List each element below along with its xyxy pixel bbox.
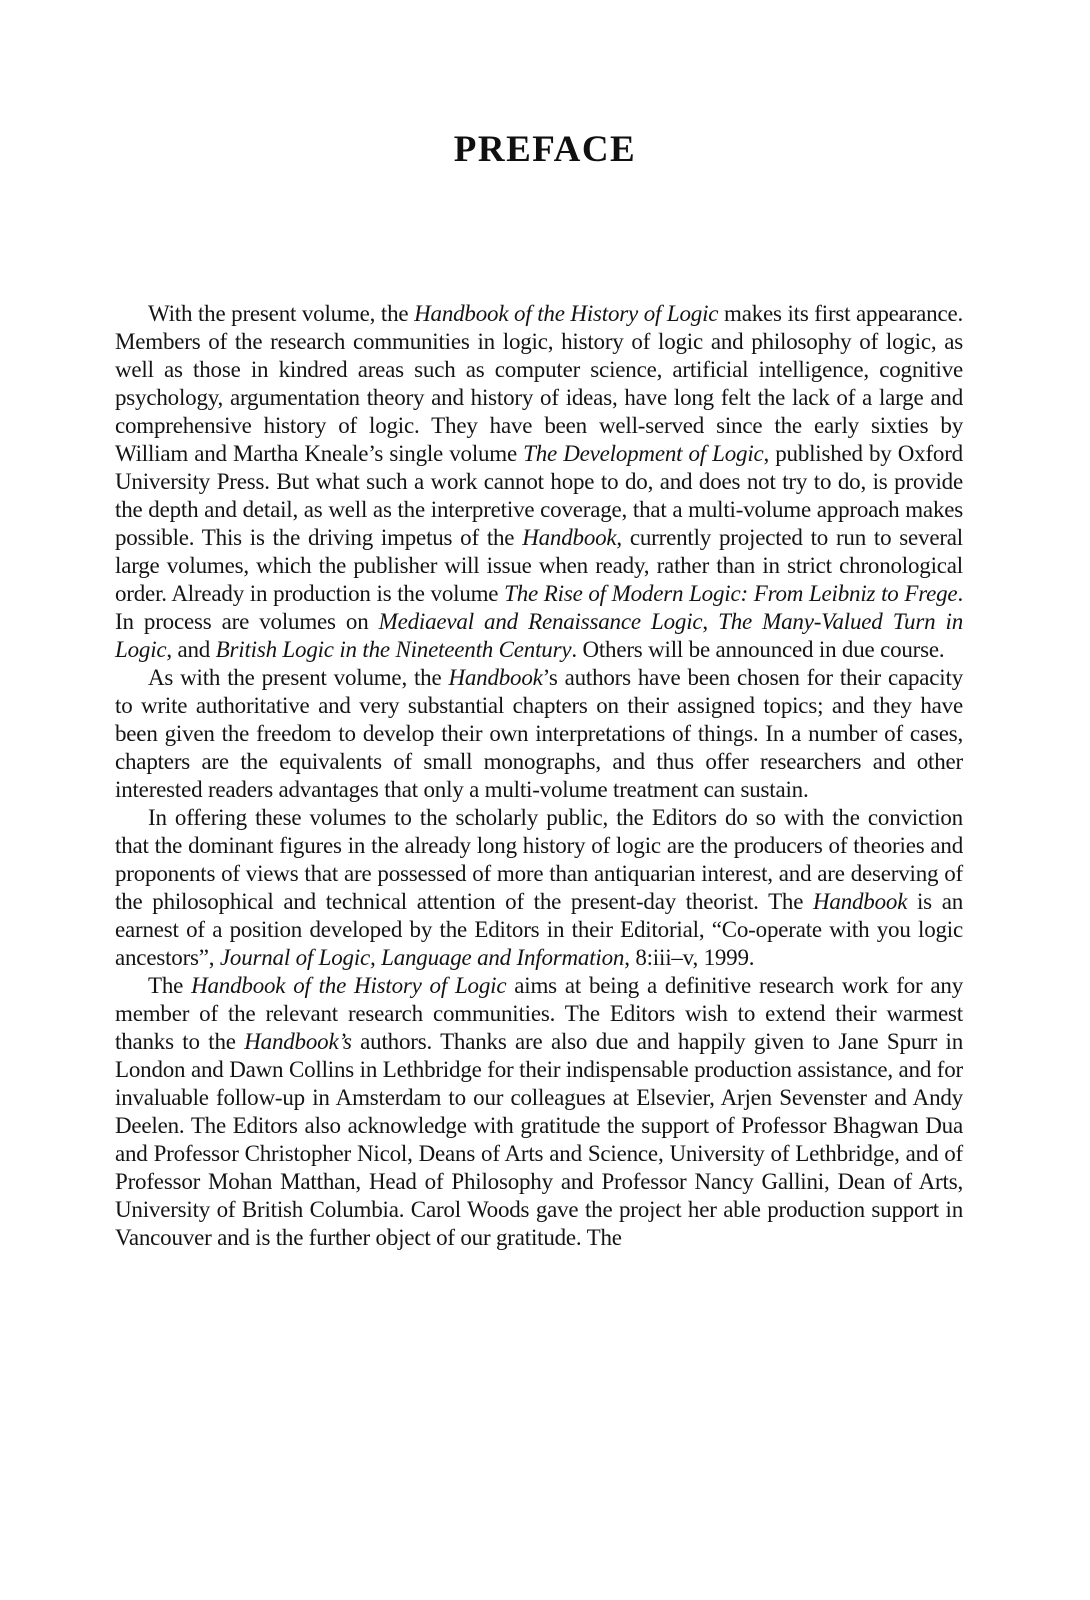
text-run: , 8:iii–v, 1999.: [624, 945, 755, 970]
preface-body: [115, 300, 963, 1252]
text-run: . Others will be announced in due course.: [571, 637, 945, 662]
text-run: As with the present volume, the: [148, 665, 449, 690]
text-run: ’s authors have been chosen for their capacity to write authoritative and very substantial chapters on their assigned topics; and they have been given the freedom to develop their own interpretations of things. In a number of cases, chapters are the equivalents of small monographs, and thus offer researchers and other interested readers advantages that only a multi-volume treatment can sustain.: [115, 665, 963, 802]
italic-text-run: Handbook: [448, 665, 543, 690]
italic-text-run: Journal of Logic, Language and Information: [219, 945, 625, 970]
paragraph: [115, 300, 963, 664]
paragraph: [115, 804, 963, 972]
text-run: makes its first appearance. Members of the research communities in logic, history of logic and philosophy of logic, as well as those in kindred areas such as computer science, artificial intelligence, cognitive psychology, argumentation theory and history of ideas, have long felt the lack of a large and comprehensive history of logic. They have been well-served since the early sixties by William and Martha Kneale’s single volume: [115, 301, 964, 466]
italic-text-run: Handbook of the History of Logic: [414, 301, 719, 326]
italic-text-run: Handbook: [813, 889, 908, 914]
italic-text-run: Handbook: [522, 525, 617, 550]
text-run: authors. Thanks are also due and happily given to Jane Spurr in London and Dawn Collins in Lethbridge for their indispensable production assistance, and for invaluable follow-up in Amsterdam to our colleagues at Elsevier, Arjen Sevenster and Andy Deelen. The Editors also acknowledge with gratitude the support of Professor Bhagwan Dua and Professor Christopher Nicol, Deans of Arts and Science, University of Lethbridge, and of Professor Mohan Matthan, Head of Philosophy and Professor Nancy Gallini, Dean of Arts, University of British Columbia. Carol Woods gave the project her able production support in Vancouver and is the further object of our gratitude. The: [115, 1029, 963, 1250]
text-run: , published by Oxford University Press. But what such a work cannot hope to do, and does not try to do, is provide the depth and detail, as well as the interpretive coverage, that a multi-volume approach makes possible. This is the driving impetus of the: [115, 441, 963, 550]
text-run: , and: [166, 637, 216, 662]
text-run: , currently projected to run to several large volumes, which the publisher will issue when ready, rather than in strict chronological order. Already in production is the volume: [115, 525, 963, 606]
text-run: The: [148, 973, 192, 998]
text-run: In offering these volumes to the scholarly public, the Editors do so with the conviction that the dominant figures in the already long history of logic are the producers of theories and proponents of views that are possessed of more than antiquarian interest, and are deserving of the philosophical and technical attention of the present-day theorist. The: [115, 805, 963, 914]
italic-text-run: Handbook of the History of Logic: [191, 973, 507, 998]
italic-text-run: Handbook’s: [244, 1029, 352, 1054]
italic-text-run: Mediaeval and Renaissance Logic: [378, 609, 703, 634]
text-run: aims at being a definitive research work for any member of the relevant research communities. The Editors wish to extend their warmest thanks to the: [115, 973, 963, 1054]
italic-text-run: The Rise of Modern Logic: From Leibniz to Frege: [504, 581, 958, 606]
text-run: With the present volume, the: [148, 301, 415, 326]
paragraph: [115, 664, 963, 804]
text-run: . In process are volumes on: [115, 581, 963, 634]
text-run: ,: [702, 609, 719, 634]
italic-text-run: British Logic in the Nineteenth Century: [215, 637, 572, 662]
italic-text-run: The Development of Logic: [523, 441, 764, 466]
text-run: is an earnest of a position developed by the Editors in their Editorial, “Co-operate with you logic ancestors”,: [115, 889, 963, 970]
page-title: PREFACE: [453, 129, 637, 170]
italic-text-run: The Many-Valued Turn in Logic: [115, 609, 964, 662]
paragraph: [115, 972, 963, 1252]
